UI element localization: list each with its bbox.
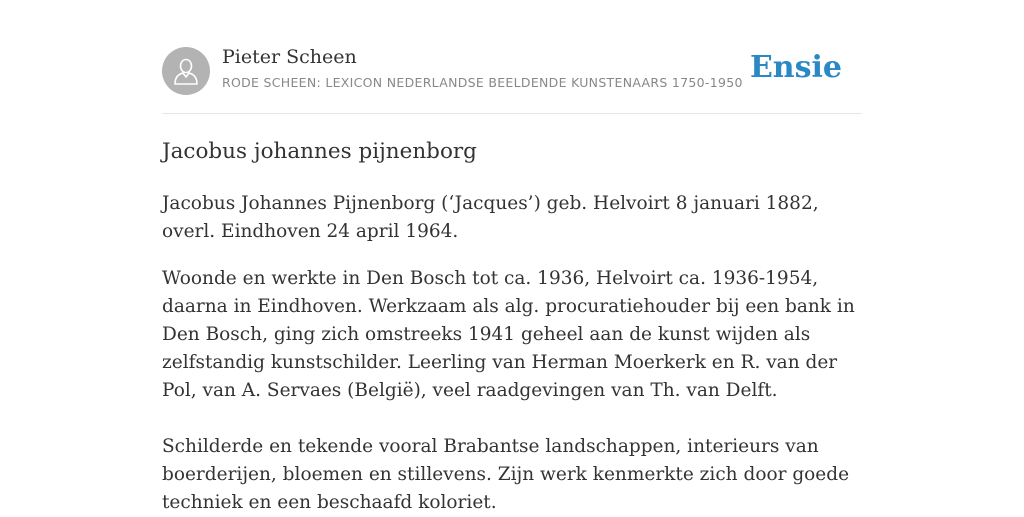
paragraph-birth-death: Jacobus Johannes Pijnenborg (‘Jacques’) geb. Helvoirt 8 januari 1882, overl. Eindhoven 24 april 1964. <box>162 193 819 242</box>
author-avatar[interactable] <box>162 47 210 95</box>
article-header <box>162 46 862 96</box>
paragraph-career: Woonde en werkte in Den Bosch tot ca. 1936, Helvoirt ca. 1936-1954, daarna in Eindhoven. Werkzaam als alg. procuratiehouder bij een bank in Den Bosch, ging zich omstreeks 1941 geheel aan de kunst wijden als zelfstandig kunstschilder. Leerling van Herman Moerkerk en R. van der Pol, van A. Servaes (België), veel raadgevingen van Th. van Delft. <box>162 268 855 401</box>
header-divider <box>162 113 862 114</box>
article-body <box>162 190 862 517</box>
author-name[interactable]: Pieter Scheen <box>222 46 357 68</box>
brand-logo[interactable]: Ensie <box>749 50 842 85</box>
paragraph-work: Schilderde en tekende vooral Brabantse landschappen, interieurs van boerderijen, bloemen en stillevens. Zijn werk kenmerkte zich door goede techniek en een beschaafd koloriet. <box>162 436 850 513</box>
source-title[interactable]: RODE SCHEEN: LEXICON NEDERLANDSE BEELDENDE KUNSTENAARS 1750-1950 <box>222 75 743 90</box>
article-title: Jacobus johannes pijnenborg <box>162 139 477 164</box>
user-silhouette-icon <box>172 56 200 86</box>
